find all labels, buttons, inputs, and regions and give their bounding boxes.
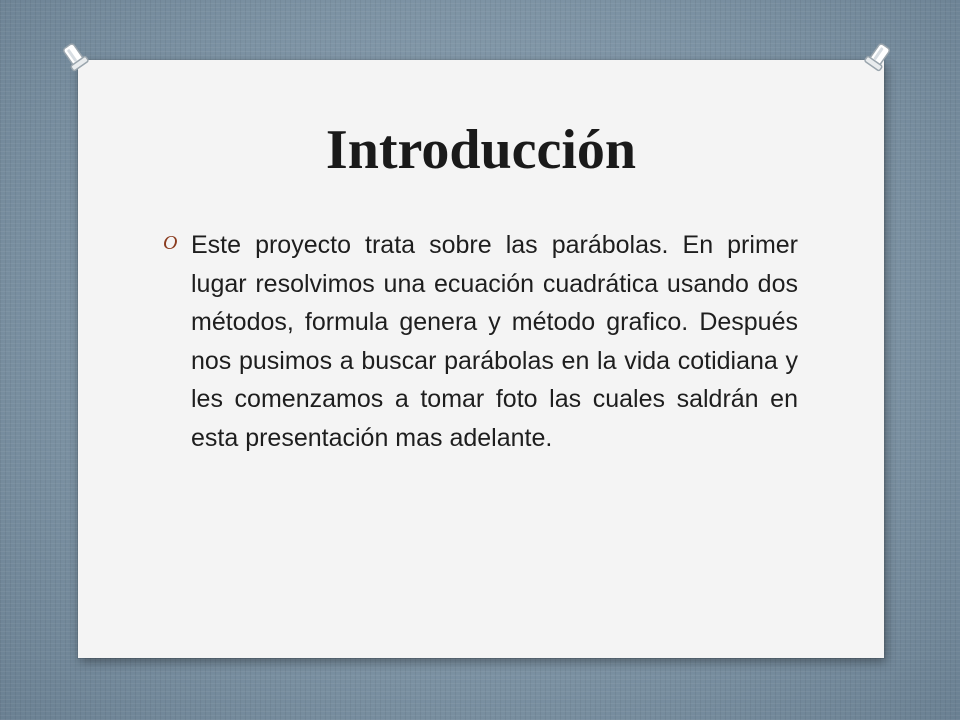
bullet-text: Este proyecto trata sobre las parábolas. En primer lugar resolvimos una ecuación cuadrática usando dos métodos, formula genera y método grafico. Después nos pusimos a buscar parábolas en la vida cotidiana y les comenzamos a tomar foto las cuales saldrán en esta presentación mas adelante. [191, 231, 798, 452]
bullet-marker-icon: O [163, 232, 178, 254]
bullet-item [163, 226, 798, 458]
slide-title: Introducción [325, 119, 637, 181]
